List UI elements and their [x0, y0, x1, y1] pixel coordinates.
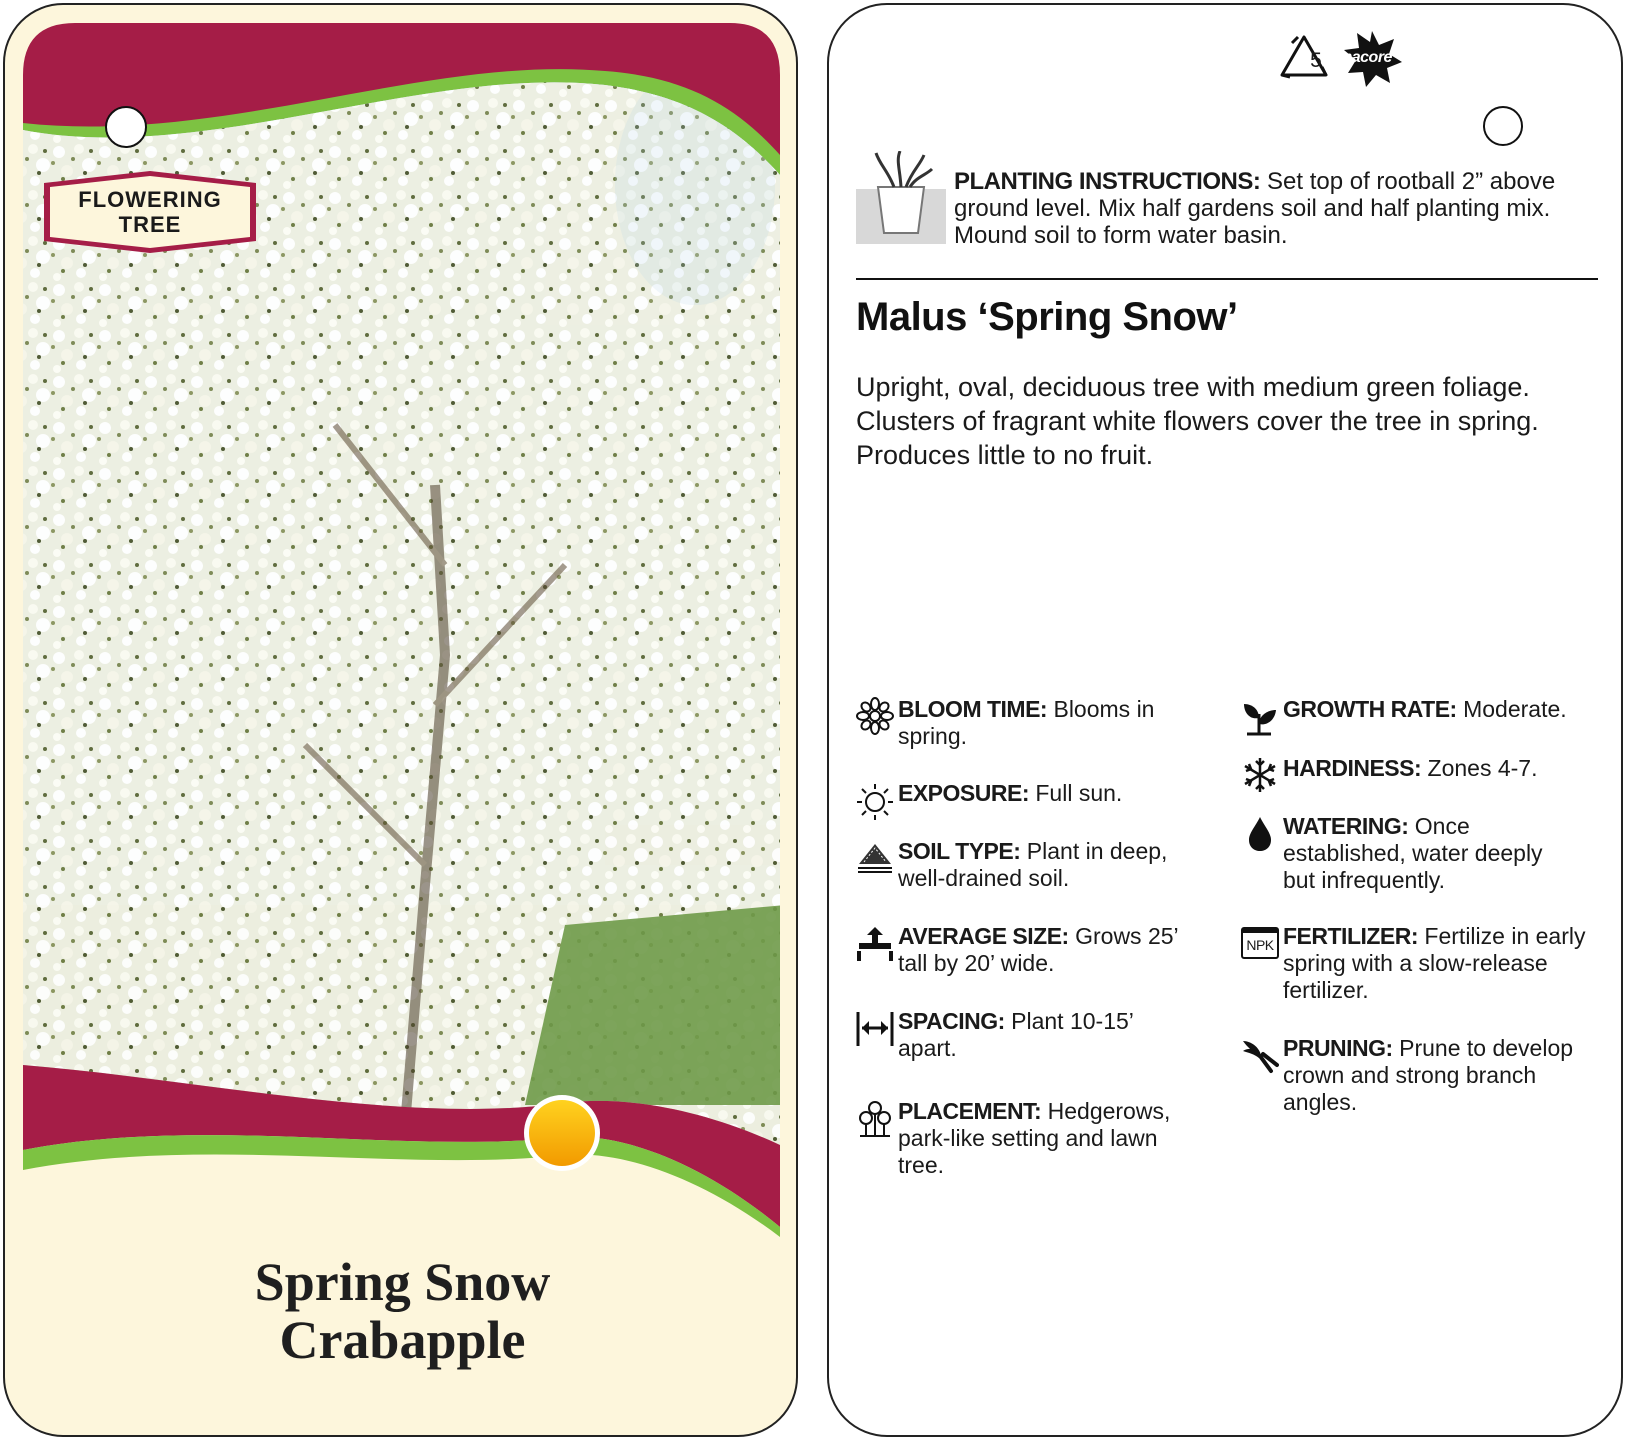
- attribute-fertilizer: [1241, 923, 1601, 1008]
- flower-icon: [856, 696, 894, 736]
- attribute-value: fertilizer.: [1283, 977, 1369, 1003]
- sun-icon: [522, 1093, 602, 1173]
- pruning-shears-icon: [1241, 1035, 1279, 1075]
- placement-icon: [856, 1098, 894, 1138]
- front-card: [3, 3, 798, 1437]
- size-icon: [856, 923, 894, 963]
- attribute-value: well-drained soil.: [898, 865, 1070, 891]
- attribute-value: tall by 20’ wide.: [898, 950, 1055, 976]
- attribute-value: Once: [1408, 813, 1470, 839]
- category-line-1: FLOWERING: [78, 187, 222, 212]
- attribute-value: angles.: [1283, 1089, 1358, 1115]
- plant-common-name-line-1: Spring Snow: [254, 1252, 551, 1312]
- attribute-label: AVERAGE SIZE:: [898, 923, 1069, 949]
- description-line: Produces little to no fruit.: [856, 440, 1154, 470]
- brand-logo-text: macore: [1338, 49, 1392, 66]
- attribute-value: Prune to develop: [1392, 1035, 1574, 1061]
- attribute-pruning: [1241, 1035, 1601, 1120]
- plant-common-name: [5, 1253, 798, 1369]
- attribute-label: GROWTH RATE:: [1283, 696, 1457, 722]
- attribute-value: Blooms in: [1047, 696, 1155, 722]
- attribute-value: Grows 25’: [1068, 923, 1179, 949]
- fertilizer-icon: NPK: [1241, 927, 1279, 959]
- attribute-placement: [856, 1098, 1226, 1183]
- attribute-label: SOIL TYPE:: [898, 838, 1021, 864]
- category-badge: [38, 169, 262, 255]
- attribute-value: Moderate.: [1456, 696, 1567, 722]
- snowflake-icon: [1241, 755, 1279, 795]
- attribute-label: EXPOSURE:: [898, 780, 1029, 806]
- attribute-growth-rate: [1241, 696, 1601, 736]
- soil-icon: [856, 838, 894, 878]
- attribute-value: Full sun.: [1028, 780, 1123, 806]
- back-card: [827, 3, 1623, 1437]
- attribute-value: Hedgerows,: [1041, 1098, 1171, 1124]
- sun-icon: [856, 780, 894, 820]
- attribute-value: but infrequently.: [1283, 867, 1445, 893]
- plant-common-name-line-2: Crabapple: [279, 1310, 526, 1370]
- attribute-value: apart.: [898, 1035, 957, 1061]
- attribute-label: PRUNING:: [1283, 1035, 1393, 1061]
- attribute-label: SPACING:: [898, 1008, 1005, 1034]
- plant-description: [856, 370, 1601, 472]
- attribute-average-size: [856, 923, 1216, 983]
- attribute-label: WATERING:: [1283, 813, 1409, 839]
- attribute-soil-type: [856, 838, 1216, 898]
- description-line: Upright, oval, deciduous tree with medium green foliage.: [856, 372, 1530, 402]
- divider: [856, 278, 1598, 280]
- attribute-value: tree.: [898, 1152, 945, 1178]
- attribute-label: FERTILIZER:: [1283, 923, 1419, 949]
- spacing-icon: [856, 1008, 894, 1048]
- attribute-value: spring with a slow-release: [1283, 950, 1548, 976]
- attribute-label: BLOOM TIME:: [898, 696, 1048, 722]
- attribute-value: Plant 10-15’: [1004, 1008, 1134, 1034]
- hang-hole: [1483, 106, 1523, 146]
- attribute-value: crown and strong branch: [1283, 1062, 1537, 1088]
- sprout-icon: [1241, 696, 1279, 736]
- planting-instructions-text: Set top of rootball 2” above ground level. Mix half gardens soil and half planting mix. Mound soil to form water basin.: [954, 168, 1556, 249]
- attribute-hardiness: [1241, 755, 1601, 795]
- planting-instructions: [954, 168, 1604, 249]
- attribute-value: Zones 4-7.: [1421, 755, 1538, 781]
- botanical-name: Malus ‘Spring Snow’: [856, 295, 1238, 339]
- attribute-value: Plant in deep,: [1020, 838, 1168, 864]
- attribute-watering: [1241, 813, 1601, 898]
- attribute-value: park-like setting and lawn: [898, 1125, 1158, 1151]
- attribute-value: established, water deeply: [1283, 840, 1543, 866]
- attribute-value: Fertilize in early: [1418, 923, 1586, 949]
- planting-pot-icon: [856, 151, 946, 246]
- attribute-spacing: [856, 1008, 1216, 1068]
- attribute-label: PLACEMENT:: [898, 1098, 1042, 1124]
- attribute-value: spring.: [898, 723, 968, 749]
- water-drop-icon: [1241, 813, 1279, 853]
- attribute-label: HARDINESS:: [1283, 755, 1422, 781]
- recycle-number: 5: [1310, 49, 1322, 72]
- attribute-exposure: [856, 780, 1216, 820]
- description-line: Clusters of fragrant white flowers cover the tree in spring.: [856, 406, 1539, 436]
- category-line-2: TREE: [118, 212, 182, 237]
- planting-instructions-label: PLANTING INSTRUCTIONS:: [954, 168, 1261, 195]
- attribute-bloom-time: [856, 696, 1216, 756]
